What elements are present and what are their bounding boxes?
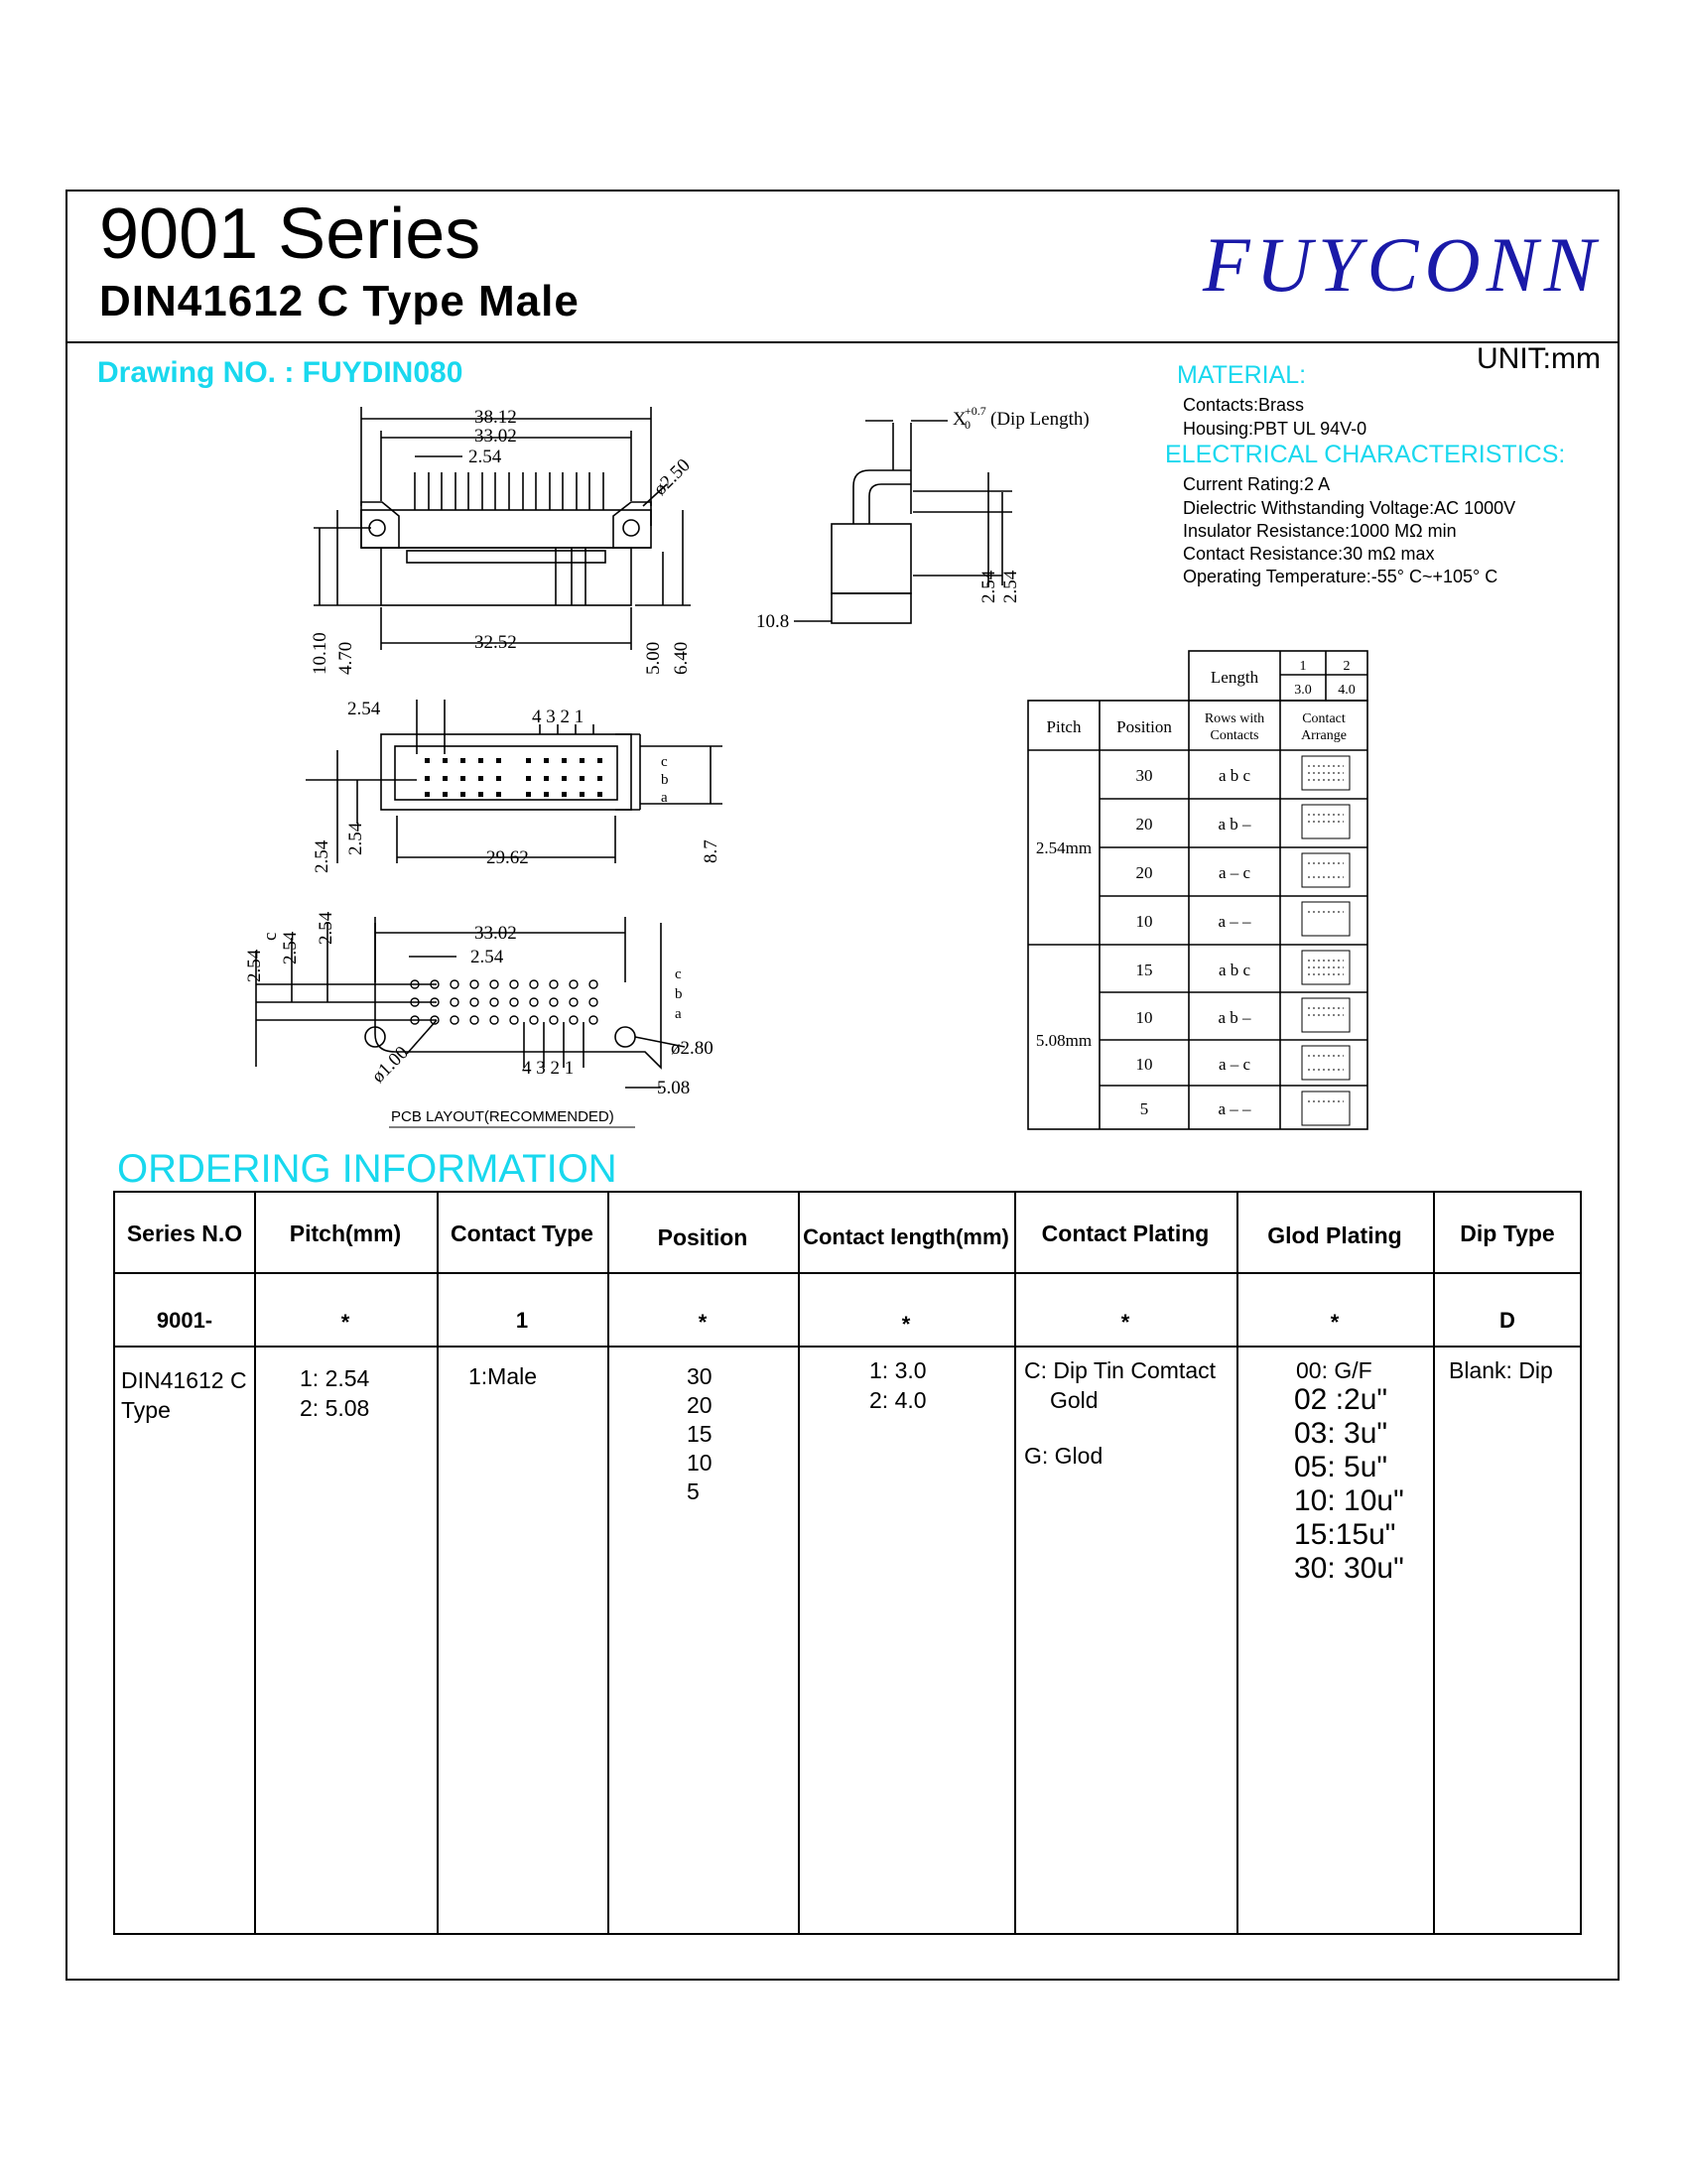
ordering-table: [113, 1191, 1582, 1935]
detail-glod-plating: 05: 5u": [1294, 1451, 1388, 1483]
row-label: b: [661, 772, 669, 788]
position-cell: 10: [1135, 1055, 1153, 1074]
rows-cell: a b –: [1218, 815, 1251, 834]
rows-cell: a b c: [1218, 766, 1251, 785]
detail-contact-length: 1: 3.0: [869, 1357, 927, 1383]
detail-pitch: 2: 5.08: [300, 1395, 370, 1421]
col-header: Contact Plating: [1041, 1220, 1210, 1246]
col-header: Position: [657, 1224, 748, 1250]
dim-label: 2.54: [468, 447, 502, 467]
dim-label: 4 3 2 1: [532, 707, 584, 727]
row-label: c: [661, 754, 668, 770]
col-header-rows: Contacts: [1210, 728, 1259, 743]
detail-contact-type: 1:Male: [468, 1363, 538, 1389]
brand-logo: FUYCONN: [1203, 221, 1602, 308]
spec-line: Contacts:Brass: [1183, 395, 1305, 415]
detail-contact-plating: Gold: [1050, 1387, 1099, 1413]
ordering-heading: ORDERING INFORMATION: [117, 1147, 617, 1191]
dim-label: 33.02: [474, 923, 517, 944]
detail-position: 20: [687, 1392, 713, 1418]
dim-label: 2.54: [280, 931, 301, 964]
electrical-heading: ELECTRICAL CHARACTERISTICS:: [1165, 441, 1566, 468]
detail-position: 30: [687, 1363, 713, 1389]
row-label: c: [675, 966, 682, 982]
col-header-pitch: Pitch: [1046, 717, 1082, 736]
position-cell: 20: [1135, 863, 1153, 882]
dim-label: 6.40: [671, 641, 692, 675]
dim-label: X: [953, 409, 967, 430]
code-cell: *: [1120, 1310, 1130, 1335]
dim-label: ø2.80: [671, 1038, 714, 1059]
code-cell: 1: [515, 1308, 529, 1333]
dim-label: 2.54: [244, 949, 265, 982]
code-cell: *: [698, 1310, 708, 1335]
detail-glod-plating: 02 :2u": [1294, 1383, 1388, 1416]
contact-arrange-pins: [1308, 766, 1344, 1101]
col-header: Series N.O: [126, 1220, 243, 1246]
dim-label: ø2.50: [649, 454, 695, 500]
dim-label: +0.7: [965, 404, 986, 418]
dim-label: 8.7: [701, 839, 721, 863]
position-cell: 10: [1135, 912, 1153, 931]
code-cell: 9001-: [156, 1308, 213, 1333]
row-label: a: [661, 790, 668, 806]
dim-label: 2.54: [316, 911, 336, 945]
dim-label: 29.62: [486, 847, 529, 868]
position-cell: 15: [1135, 961, 1153, 979]
dim-label: c: [260, 932, 281, 941]
dim-label: (Dip Length): [990, 409, 1090, 430]
spec-line: Current Rating:2 A: [1183, 474, 1331, 494]
col-header: Glod Plating: [1267, 1222, 1402, 1248]
detail-glod-plating: 10: 10u": [1294, 1484, 1404, 1517]
rows-cell: a – c: [1218, 863, 1251, 882]
col-header-arrange: Contact: [1302, 711, 1346, 726]
col-header: Contact Type: [451, 1220, 593, 1246]
dim-label: 4 3 2 1: [522, 1058, 575, 1079]
spec-line: Operating Temperature:-55° C~+105° C: [1183, 567, 1498, 586]
dim-label: 10.10: [310, 632, 330, 675]
col-header: Contact length(mm): [803, 1224, 1009, 1249]
detail-glod-plating: 30: 30u": [1294, 1552, 1404, 1585]
dim-label: ø1.00: [367, 1042, 413, 1088]
detail-contact-plating: C: Dip Tin Comtact: [1024, 1357, 1216, 1383]
dim-label: 38.12: [474, 407, 517, 428]
pitch-cell: 5.08mm: [1035, 1031, 1093, 1050]
dim-label: 2.54: [978, 570, 999, 603]
dim-label: 5.00: [643, 641, 664, 675]
detail-glod-plating: 03: 3u": [1294, 1417, 1388, 1450]
dim-label: 2.54: [347, 699, 381, 719]
spec-line: Insulator Resistance:1000 MΩ min: [1183, 521, 1457, 541]
detail-position: 5: [687, 1478, 700, 1504]
row-label: b: [675, 986, 683, 1002]
dim-label: 10.8: [756, 611, 790, 632]
pcb-caption: PCB LAYOUT(RECOMMENDED): [391, 1108, 614, 1125]
detail-contact-plating: G: Glod: [1024, 1443, 1104, 1469]
drawing-number: Drawing NO. : FUYDIN080: [97, 356, 463, 389]
detail-position: 15: [687, 1421, 713, 1447]
detail-series: Type: [121, 1397, 171, 1423]
spec-line: Dielectric Withstanding Voltage:AC 1000V: [1183, 498, 1516, 518]
code-cell: *: [1330, 1310, 1340, 1335]
length-value: 4.0: [1338, 683, 1356, 698]
detail-glod-plating: 00: G/F: [1296, 1357, 1372, 1383]
rows-cell: a – –: [1218, 1099, 1251, 1118]
length-code: 1: [1299, 659, 1307, 674]
code-cell: *: [340, 1310, 350, 1335]
dim-label: 32.52: [474, 632, 517, 653]
dim-label: 0: [965, 418, 971, 432]
pcb-holes: [411, 980, 597, 1024]
rows-cell: a – –: [1218, 912, 1251, 931]
dim-label: 2.54: [312, 839, 332, 873]
dim-label: 2.54: [1000, 570, 1021, 603]
detail-pitch: 1: 2.54: [300, 1365, 370, 1391]
dim-label: 4.70: [335, 641, 356, 675]
page-title: 9001 Series: [99, 194, 481, 274]
col-header-position: Position: [1116, 717, 1172, 736]
unit-label: UNIT:mm: [1477, 342, 1601, 375]
col-header-arrange: Arrange: [1301, 728, 1347, 743]
length-value: 3.0: [1294, 683, 1312, 698]
position-cell: 30: [1135, 766, 1153, 785]
front-view-drawing: [306, 700, 722, 863]
position-cell: 10: [1135, 1008, 1153, 1027]
code-cell: *: [901, 1312, 911, 1337]
pitch-cell: 2.54mm: [1035, 838, 1093, 857]
rows-cell: a b c: [1218, 961, 1251, 979]
detail-dip-type: Blank: Dip: [1449, 1357, 1553, 1383]
col-header: Dip Type: [1460, 1220, 1555, 1246]
length-code: 2: [1343, 659, 1351, 674]
dim-label: 2.54: [345, 822, 366, 855]
col-header: Pitch(mm): [289, 1220, 402, 1246]
front-view-pin-dots: [425, 758, 602, 797]
row-label: a: [675, 1006, 682, 1022]
rows-cell: a b –: [1218, 1008, 1251, 1027]
rows-cell: a – c: [1218, 1055, 1251, 1074]
detail-contact-length: 2: 4.0: [869, 1387, 927, 1413]
page-subtitle: DIN41612 C Type Male: [99, 277, 580, 325]
col-header-rows: Rows with: [1204, 711, 1265, 726]
detail-series: DIN41612 C: [121, 1367, 247, 1393]
position-cell: 20: [1135, 815, 1153, 834]
material-heading: MATERIAL:: [1177, 361, 1307, 389]
position-cell: 5: [1139, 1099, 1149, 1118]
dim-label: 5.08: [657, 1078, 691, 1098]
detail-position: 10: [687, 1450, 713, 1476]
dim-label: 2.54: [470, 947, 504, 967]
spec-line: Housing:PBT UL 94V-0: [1183, 419, 1367, 439]
dim-label: 33.02: [474, 426, 517, 447]
detail-glod-plating: 15:15u": [1294, 1518, 1396, 1551]
code-cell: D: [1499, 1308, 1515, 1333]
spec-line: Contact Resistance:30 mΩ max: [1183, 544, 1435, 564]
length-label: Length: [1210, 668, 1259, 687]
